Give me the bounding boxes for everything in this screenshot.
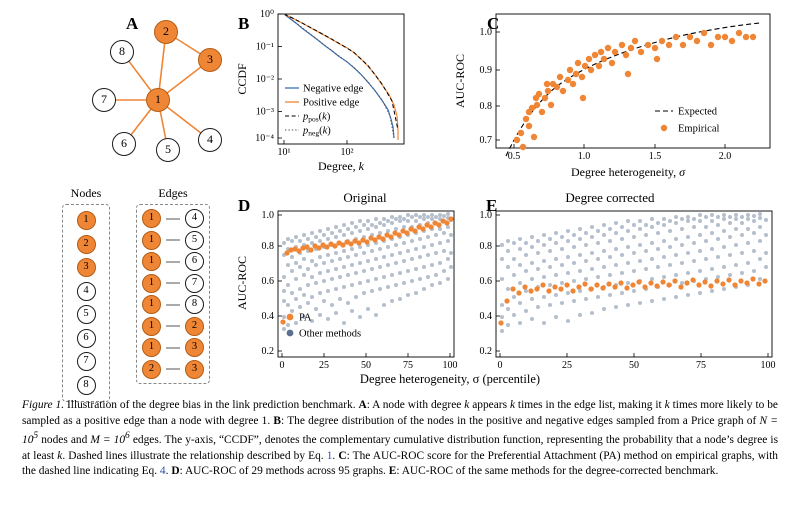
panel-c-xtick: 1.5: [648, 151, 662, 162]
svg-text:Positive edge: Positive edge: [303, 97, 360, 109]
svg-text:Other methods: Other methods: [299, 328, 362, 340]
list-item: 6: [68, 327, 104, 348]
graph-node: 2: [154, 20, 178, 44]
list-item: 1 5: [142, 231, 204, 250]
panel-e-points-pa: [498, 276, 767, 325]
panel-b-ytick: 10⁻⁴: [255, 133, 274, 144]
panel-c-xtick: 2.0: [718, 151, 732, 162]
panel-c-ytick: 0.8: [479, 101, 492, 112]
svg-text:pneg(k): pneg(k): [303, 125, 331, 138]
panel-c-legend: [655, 107, 719, 135]
list-item: 5: [68, 303, 104, 324]
equation-link-4[interactable]: 4: [159, 465, 166, 478]
list-item: 2 3: [142, 360, 204, 379]
panel-e-xtick: 0: [497, 360, 503, 371]
panel-e-title: Degree corrected: [565, 190, 655, 205]
list-item: 1 2: [142, 317, 204, 336]
panel-c-chart: [450, 8, 780, 188]
panel-e-ytick: 0.2: [479, 346, 492, 357]
panel-b-ytick: 10⁻¹: [255, 41, 274, 53]
panel-e-chart: [460, 205, 782, 400]
svg-text:Expected: Expected: [678, 106, 718, 118]
figure-label: Figure 1.: [22, 399, 65, 411]
panel-c-ytick: 0.7: [479, 135, 492, 146]
figure-caption: Figure 1. Illustration of the degree bias in the link prediction benchmark. A: A node with degree k appears k times in the edge list, making it k times more likely to be sampled as a positive edge than a node with degree 1. B: The degree distribution of the nodes in the positive and negative edges sampled from a Price graph of $N = 10^5$ nodes and $M = 10^6$ edges. The y-axis, “CCDF”, denotes the complementary cumulative distribution function, representing the probability that a node’s degree is at least k. Dashed lines illustrate the relationship described by Eq. 1. C: The AUC-ROC score for the Preferential Attachment (PA) method on empirical graphs, with the dashed line indicating Eq. 4. D: AUC-ROC of 29 methods across 95 graphs. E: AUC-ROC of the same methods for the degree-corrected benchmark.: [22, 399, 778, 478]
list-item: 1 8: [142, 295, 204, 314]
panel-d-xtick: 0: [279, 360, 285, 371]
panel-e-xtick: 50: [629, 360, 639, 371]
list-item: 1 6: [142, 252, 204, 271]
panel-b-ylabel: CCDF: [235, 63, 249, 95]
panel-e-xtick: 25: [562, 360, 572, 371]
graph-node: 8: [110, 40, 134, 64]
panel-d-ytick: 0.6: [261, 276, 274, 287]
graph-node: 4: [198, 128, 222, 152]
panel-e-points-other: [500, 212, 768, 333]
panel-d-chart: [232, 205, 460, 400]
panel-b-ytick: 10⁻³: [255, 106, 274, 118]
panel-b-xtick: 10¹: [277, 147, 291, 158]
graph-node: 5: [156, 138, 180, 162]
panel-a-graph: [88, 10, 228, 175]
list-item: 4: [68, 280, 104, 301]
panel-letter-a: A: [126, 14, 139, 33]
panel-c-xtick: 0.5: [507, 151, 521, 162]
panel-letter-e: E: [486, 196, 498, 215]
list-item: 8: [68, 374, 104, 395]
panel-d-title: Original: [343, 190, 387, 205]
panel-d-ylabel: AUC-ROC: [235, 255, 249, 311]
panel-letter-c: C: [487, 14, 500, 33]
list-item: 7: [68, 350, 104, 371]
svg-text:Negative edge: Negative edge: [303, 83, 364, 95]
list-item: 1: [68, 209, 104, 230]
panel-d-xtick: 25: [319, 360, 329, 371]
panel-d-xtick: 75: [403, 360, 413, 371]
svg-text:PA: PA: [299, 312, 312, 324]
panel-b-ytick: 10⁻²: [255, 74, 274, 85]
list-item: 1 3: [142, 338, 204, 357]
panel-b-legend: [285, 84, 364, 138]
panel-e-ytick: 1.0: [479, 210, 492, 221]
svg-text:Empirical: Empirical: [678, 123, 720, 135]
panel-e-xtick: 100: [760, 360, 776, 371]
panel-c-xlabel: Degree heterogeneity, σ: [570, 165, 686, 179]
panel-b-ytick: 10⁰: [259, 9, 274, 20]
panel-b-curve-negative: [284, 14, 394, 138]
panel-c-points: [514, 30, 756, 150]
graph-node: 1: [146, 88, 170, 112]
panel-b-chart: [232, 8, 412, 183]
panel-b-xtick: 10²: [340, 147, 354, 158]
node-edge-lists: [62, 186, 240, 390]
graph-node: 7: [92, 88, 116, 112]
panel-c-ytick: 0.9: [479, 65, 492, 76]
list-item: 1 4: [142, 209, 204, 228]
edges-list-box: [136, 204, 210, 384]
panel-letter-b: B: [238, 14, 250, 33]
panel-letter-d: D: [238, 196, 251, 215]
panel-d-ytick: 0.2: [261, 346, 274, 357]
panel-c-ylabel: AUC-ROC: [453, 53, 467, 109]
nodes-list-title: Nodes: [70, 186, 102, 200]
panel-b-curve-ppos: [284, 14, 398, 130]
list-item: 1 7: [142, 274, 204, 293]
panel-e-ytick: 0.8: [479, 241, 492, 252]
list-item: 3: [68, 256, 104, 277]
panel-d-xtick: 50: [361, 360, 371, 371]
panel-c-xtick: 1.0: [577, 151, 591, 162]
panel-d-ytick: 0.8: [261, 241, 274, 252]
graph-node: 6: [112, 132, 136, 156]
panel-b-curve-positive: [284, 14, 398, 140]
nodes-list-box: [62, 204, 110, 402]
panel-d-legend: [287, 313, 362, 340]
panel-e-xtick: 75: [696, 360, 706, 371]
panel-e-ytick: 0.6: [479, 276, 492, 287]
panel-c-ytick: 1.0: [479, 27, 492, 38]
panel-b-curve-pneg: [284, 14, 394, 138]
panel-d-xtick: 100: [442, 360, 458, 371]
svg-text:ppos(k): ppos(k): [303, 111, 331, 124]
list-item: 2: [68, 233, 104, 254]
panel-e-ytick: 0.4: [479, 311, 492, 322]
panel-b-xlabel: Degree, k: [318, 159, 364, 173]
edges-list-title: Edges: [158, 186, 188, 200]
shared-xlabel-de: Degree heterogeneity, σ (percentile): [359, 372, 541, 386]
equation-link-1[interactable]: 1: [326, 449, 333, 462]
graph-node: 3: [198, 48, 222, 72]
panel-d-ytick: 1.0: [261, 210, 274, 221]
panel-d-ytick: 0.4: [261, 311, 274, 322]
